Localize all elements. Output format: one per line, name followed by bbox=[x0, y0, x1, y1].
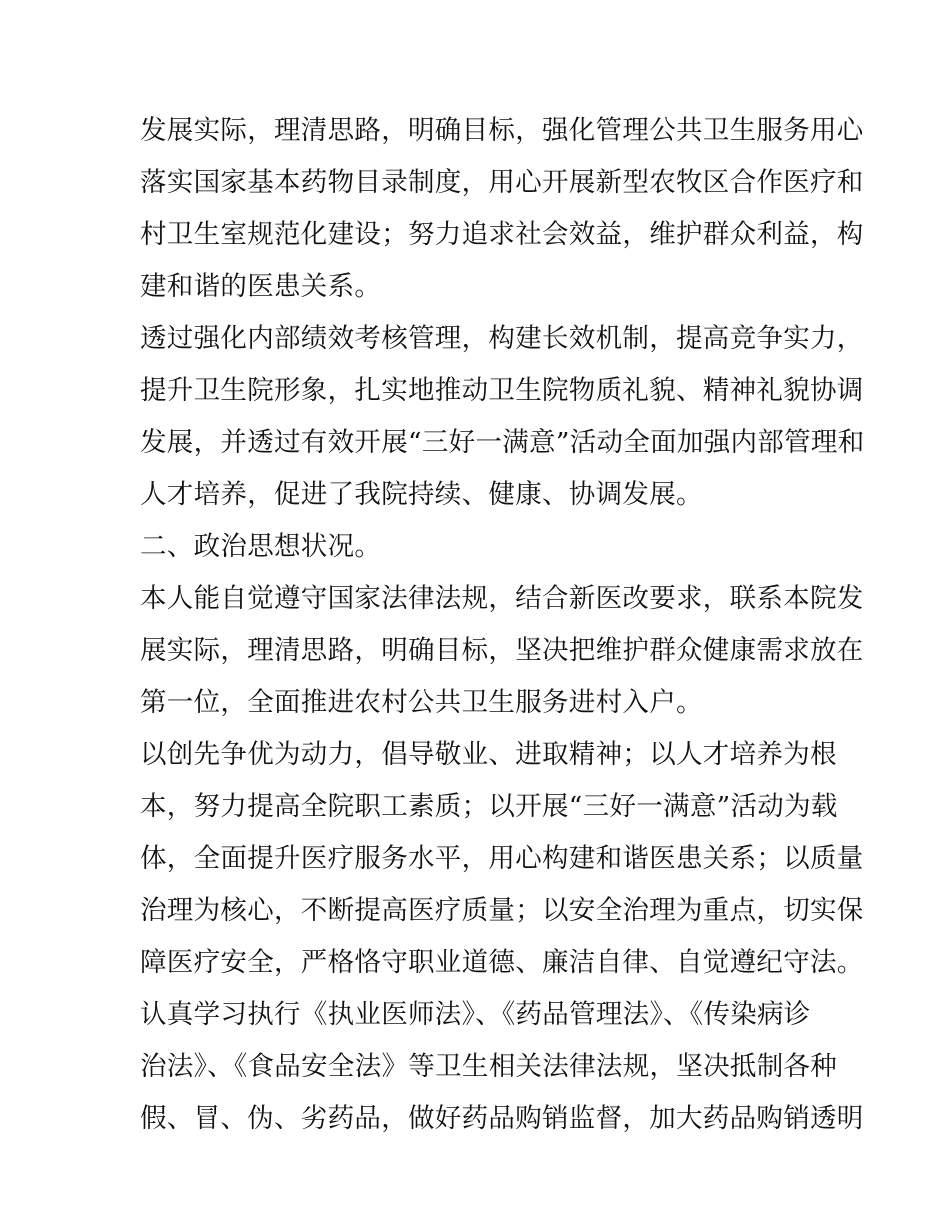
text-line-2: 落实国家基本药物目录制度，用心开展新型农牧区合作医疗和 bbox=[140, 167, 864, 198]
document-body bbox=[140, 105, 865, 1145]
text-line-20: 假、冒、伪、劣药品，做好药品购销监督，加大药品购销透明 bbox=[140, 1103, 864, 1134]
text-line-6: 提升卫生院形象，扎实地推动卫生院物质礼貌、精神礼貌协调 bbox=[140, 375, 864, 406]
text-line-10: 本人能自觉遵守国家法律法规，结合新医改要求，联系本院发 bbox=[140, 583, 864, 614]
text-line-3: 村卫生室规范化建设；努力追求社会效益，维护群众利益，构 bbox=[140, 219, 864, 250]
section-heading: 二、政治思想状况。 bbox=[140, 531, 382, 562]
text-line-16: 治理为核心，不断提高医疗质量；以安全治理为重点，切实保 bbox=[140, 895, 864, 926]
text-line-1: 发展实际，理清思路，明确目标，强化管理公共卫生服务用心 bbox=[140, 115, 864, 146]
text-line-13: 以创先争优为动力，倡导敬业、进取精神；以人才培养为根 bbox=[140, 739, 837, 770]
text-line-18: 认真学习执行《执业医师法》、《药品管理法》、《传染病诊 bbox=[140, 999, 811, 1030]
text-line-12: 第一位，全面推进农村公共卫生服务进村入户。 bbox=[140, 687, 703, 718]
text-line-8: 人才培养，促进了我院持续、健康、协调发展。 bbox=[140, 479, 703, 510]
text-line-5: 透过强化内部绩效考核管理，构建长效机制，提高竞争实力， bbox=[140, 323, 864, 354]
text-line-15: 体，全面提升医疗服务水平，用心构建和谐医患关系；以质量 bbox=[140, 843, 864, 874]
text-line-14: 本，努力提高全院职工素质；以开展“三好一满意”活动为载 bbox=[140, 791, 838, 822]
text-line-19: 治法》、《食品安全法》等卫生相关法律法规，坚决抵制各种 bbox=[140, 1051, 838, 1082]
text-line-11: 展实际，理清思路，明确目标，坚决把维护群众健康需求放在 bbox=[140, 635, 864, 666]
text-line-7: 发展，并透过有效开展“三好一满意”活动全面加强内部管理和 bbox=[140, 427, 865, 458]
text-line-17: 障医疗安全，严格恪守职业道德、廉洁自律、自觉遵纪守法。 bbox=[140, 947, 864, 978]
text-line-4: 建和谐的医患关系。 bbox=[140, 271, 382, 302]
